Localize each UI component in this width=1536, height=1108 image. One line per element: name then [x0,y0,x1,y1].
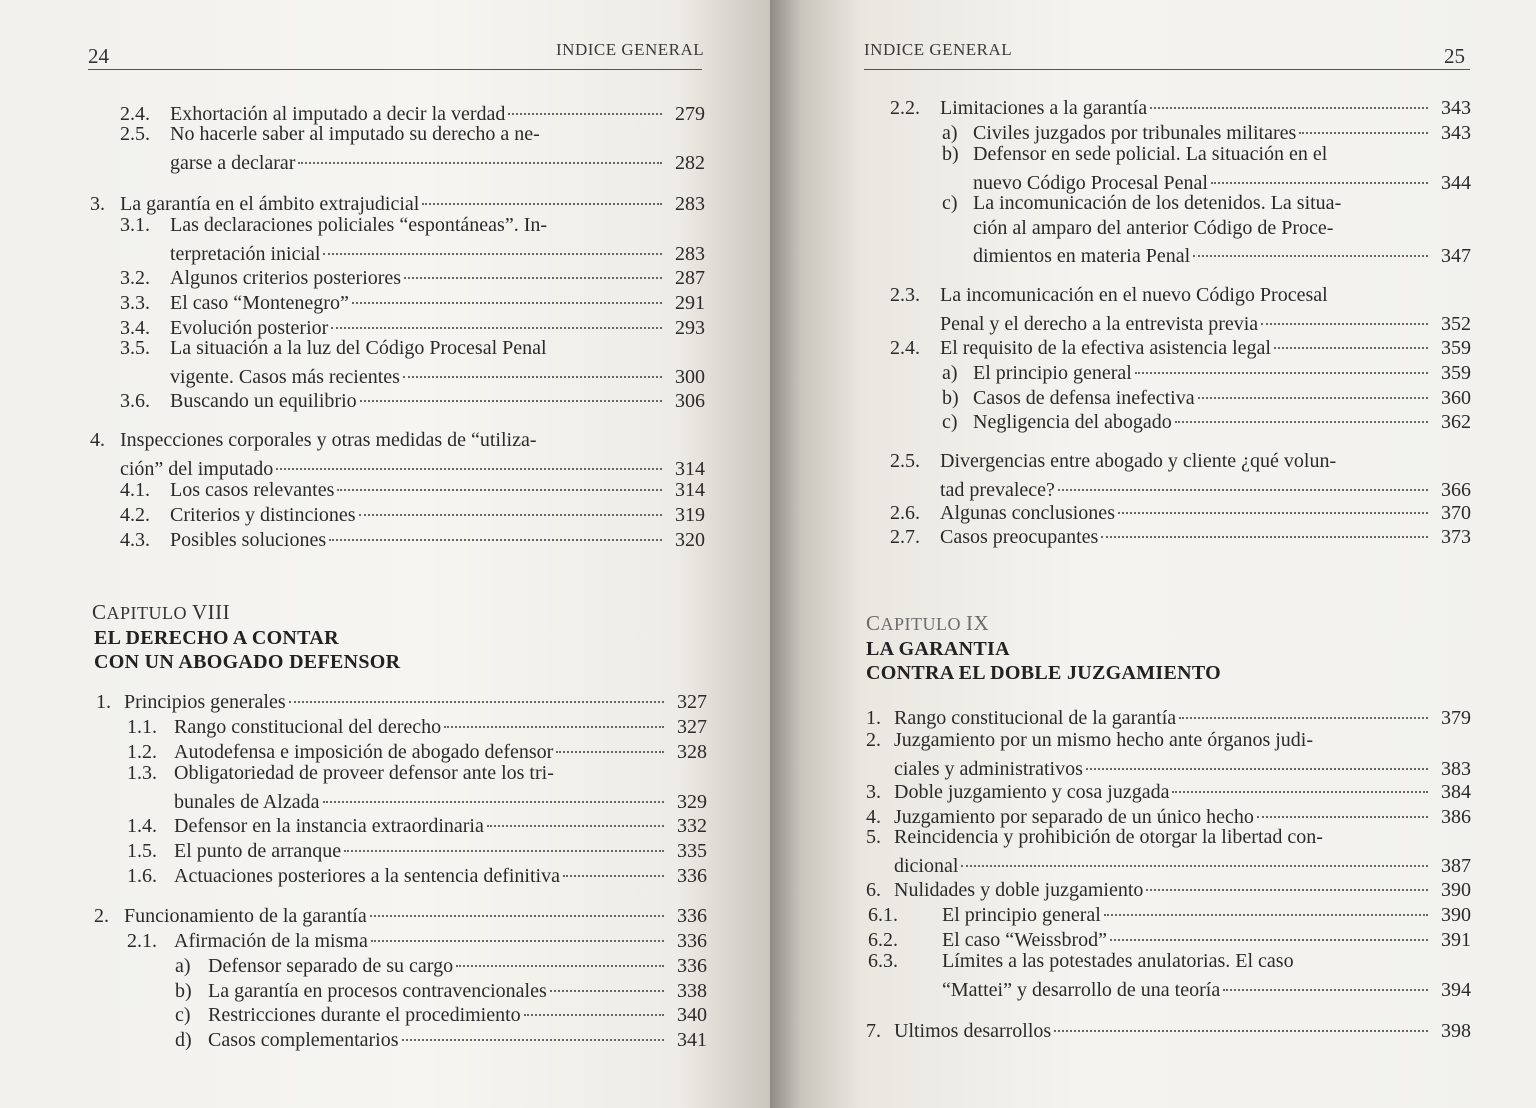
chapter-title: EL DERECHO A CONTAR CON UN ABOGADO DEFENSOR [94,627,401,673]
toc-entry-number: 1. [866,707,881,729]
toc-entry-page: 336 [677,955,707,977]
toc-entry-title: garse a declarar [170,151,296,174]
dot-leader [1054,1010,1428,1032]
toc-entry-title: Actuaciones posteriores a la sentencia definitiva [174,865,560,887]
toc-entry-page: 360 [1441,387,1471,409]
toc-entry-title: “Mattei” y desarrollo de una teoría [942,978,1221,1001]
dot-leader [1179,697,1428,719]
dot-leader [1118,492,1428,514]
toc-entry-page: 287 [675,267,705,289]
toc-entry-page: 340 [677,1004,707,1026]
dot-leader [1146,869,1428,891]
toc-entry-title: Nulidades y doble juzgamiento [894,879,1144,901]
toc-entry-page: 283 [675,242,705,265]
toc-entry-number: 4.2. [120,504,150,526]
toc-entry-title: Civiles juzgados por tribunales militares [973,122,1297,144]
toc-entry-page: 390 [1441,904,1471,926]
toc-entry-page: 344 [1441,171,1471,194]
dot-leader [1110,919,1428,941]
toc-entry-number: 3. [90,193,105,215]
toc-entry-number: 1.3. [127,762,157,784]
toc-entry-page: 391 [1441,929,1471,951]
toc-entry-title: Defensor en sede policial. La situación en el [973,143,1328,165]
toc-entry-title: Casos de defensa inefectiva [973,387,1195,409]
toc-entry [120,122,705,175]
dot-leader [456,945,664,967]
dot-leader [323,233,662,255]
toc-entry-number: 2.6. [890,502,920,524]
toc-entry [942,406,1471,435]
dot-leader [1261,303,1428,325]
dot-leader [1299,112,1428,134]
toc-entry-title: Buscando un equilibrio [170,390,357,412]
toc-entry-title: Exhortación al imputado a decir la verdad [170,103,506,125]
dot-leader [487,805,664,827]
toc-entry-page: 338 [677,980,707,1002]
toc-entry-title: Algunos criterios posteriores [170,267,402,289]
dot-leader [550,970,664,992]
toc-entry-number: c) [942,192,958,214]
toc-entry-number: 4. [866,806,881,828]
dot-leader [1172,771,1428,793]
dot-leader [298,142,662,164]
dot-leader [1135,352,1428,374]
dot-leader [331,307,662,329]
toc-entry-title: terpretación inicial [170,242,321,265]
dot-leader [1101,516,1428,538]
toc-entry-page: 327 [677,691,707,713]
toc-entry-title: Casos preocupantes [940,526,1099,548]
toc-entry-number: 4.1. [120,479,150,501]
toc-entry-page: 291 [675,292,705,314]
chapter-label: CAPITULO IX [866,611,990,635]
toc-entry-number: a) [175,955,191,977]
dot-leader [563,855,664,877]
toc-entry-number: c) [175,1004,191,1026]
toc-entry-title: Casos complementarios [208,1029,399,1051]
toc-entry-title: Juzgamiento por un mismo hecho ante órganos judi- [894,729,1313,751]
dot-leader [1193,235,1428,257]
toc-entry-title: Penal y el derecho a la entrevista previa [940,312,1259,335]
toc-entry-title: Algunas conclusiones [940,502,1115,524]
dot-leader [524,994,664,1016]
toc-entry-number: 1.6. [127,865,157,887]
dot-leader [329,519,662,541]
toc-entry-title: Doble juzgamiento y cosa juzgada [894,781,1170,803]
toc-entry-page: 343 [1441,97,1471,119]
toc-entry-title: Divergencias entre abogado y cliente ¿qué volun- [940,450,1337,472]
toc-entry-title: ción” del imputado [120,457,274,480]
toc-entry-title: Criterios y distinciones [170,504,356,526]
toc-entry-number: 4.3. [120,529,150,551]
dot-leader [403,356,662,378]
toc-entry-number: 2. [866,729,881,751]
toc-entry-page: 282 [675,151,705,174]
dot-leader [1175,401,1428,423]
toc-entry-number: 2.1. [127,930,157,952]
toc-entry-number: 3.2. [120,267,150,289]
toc-entry-number: c) [942,411,958,433]
toc-entry-number: 2.5. [120,123,150,145]
toc-entry-title: bunales de Alzada [174,790,320,813]
toc-entry-number: b) [942,387,959,409]
dot-leader [1086,748,1428,770]
toc-entry-title: Rango constitucional del derecho [174,716,442,738]
toc-entry [866,702,1471,731]
toc-entry-number: 3.6. [120,390,150,412]
dot-leader [1211,162,1428,184]
dot-leader [359,494,662,516]
toc-entry-title: Afirmación de la misma [174,930,368,952]
running-head: INDICE GENERAL [556,40,705,59]
toc-entry-page: 347 [1441,245,1471,268]
toc-entry-title: El punto de arranque [174,840,342,862]
toc-entry-number: 6.2. [868,929,898,951]
toc-entry-number: 4. [90,429,105,451]
toc-entry-page: 293 [675,317,705,339]
dot-leader [337,469,662,491]
dot-leader [323,781,665,803]
toc-entry-title: Posibles soluciones [170,529,327,551]
toc-entry [120,385,705,414]
toc-entry-title: Obligatoriedad de proveer defensor ante los tri- [174,762,554,784]
toc-entry-number: 3. [866,781,881,803]
toc-entry-page: 319 [675,504,705,526]
toc-entry-number: 2.7. [890,526,920,548]
toc-entry-number: 2.4. [890,337,920,359]
toc-entry [942,191,1471,269]
toc-entry-title: No hacerle saber al imputado su derecho a ne- [170,123,540,145]
toc-entry-number: d) [175,1029,192,1051]
toc-entry-number: b) [175,980,192,1002]
toc-entry-page: 328 [677,741,707,763]
toc-entry-page: 335 [677,840,707,862]
toc-entry [942,142,1471,195]
toc-entry-title: nuevo Código Procesal Penal [973,171,1208,194]
toc-entry-page: 359 [1441,362,1471,384]
toc-entry-title: La incomunicación en el nuevo Código Procesal [940,284,1328,306]
toc-entry-number: 6.1. [868,904,898,926]
toc-entry-number: 3.5. [120,337,150,359]
toc-entry-title: Funcionamiento de la garantía [124,905,367,927]
dot-leader [360,380,662,402]
toc-entry-number: 6.3. [868,950,898,972]
header-rule [88,69,702,70]
toc-entry-number: 1. [96,691,111,713]
chapter-label: CAPITULO VIII [92,600,231,624]
dot-leader [1058,469,1428,491]
right-page [770,0,1536,1108]
toc-entry [175,1024,707,1053]
toc-entry-number: b) [942,143,959,165]
toc-entry-page: 314 [675,479,705,501]
header-rule [864,69,1470,70]
toc-entry-title: La garantía en el ámbito extrajudicial [120,193,420,215]
toc-entry-title: El requisito de la efectiva asistencia legal [940,337,1271,359]
toc-entry-page: 306 [675,390,705,412]
toc-entry-page: 283 [675,193,705,215]
toc-entry-page: 384 [1441,781,1471,803]
toc-entry-page: 336 [677,905,707,927]
dot-leader [1223,969,1428,991]
toc-entry-page: 386 [1441,806,1471,828]
toc-entry-number: 1.5. [127,840,157,862]
toc-entry-page: 390 [1441,879,1471,901]
toc-entry-page: 359 [1441,337,1471,359]
toc-entry-title: El caso “Weissbrod” [942,929,1107,951]
toc-entry-title: Rango constitucional de la garantía [894,707,1177,729]
toc-entry-title: El principio general [973,362,1132,384]
toc-entry [890,521,1471,550]
toc-entry-page: 370 [1441,502,1471,524]
toc-entry [866,1015,1471,1044]
toc-entry-title: Evolución posterior [170,317,329,339]
toc-entry-page: 352 [1441,312,1471,335]
dot-leader [371,920,664,942]
toc-entry-page: 379 [1441,707,1471,729]
dot-leader [276,448,662,470]
toc-entry-title: Negligencia del abogado [973,411,1172,433]
dot-leader [961,845,1428,867]
toc-entry-title: dimientos en materia Penal [973,245,1191,268]
dot-leader [370,895,664,917]
toc-entry-title: El caso “Montenegro” [170,292,349,314]
toc-entry-number: 2. [94,905,109,927]
toc-entry [868,949,1471,1002]
toc-entry-number: 3.3. [120,292,150,314]
dot-leader [508,93,662,115]
toc-entry-number: 3.4. [120,317,150,339]
dot-leader [1257,796,1428,818]
toc-entry-title: ción al amparo del anterior Código de Proce- [973,216,1334,239]
toc-entry-page: 329 [677,790,707,813]
toc-entry-page: 327 [677,716,707,738]
chapter-title: LA GARANTIA CONTRA EL DOBLE JUZGAMIENTO [866,638,1222,684]
toc-entry-title: Las declaraciones policiales “espontáneas”. In- [170,214,548,236]
toc-entry-number: a) [942,362,958,384]
page-number: 24 [88,44,109,68]
toc-entry-title: Juzgamiento por separado de un único hecho [894,806,1254,828]
dot-leader [1104,894,1428,916]
toc-entry-page: 394 [1441,978,1471,1001]
toc-entry-number: 1.2. [127,741,157,763]
toc-entry-number: 1.4. [127,815,157,837]
dot-leader [444,706,664,728]
page-number: 25 [1444,44,1465,68]
toc-entry-title: La garantía en procesos contravencionales [208,980,547,1002]
toc-entry-title: Defensor en la instancia extraordinaria [174,815,484,837]
toc-entry-page: 387 [1441,854,1471,877]
toc-entry-title: El principio general [942,904,1101,926]
dot-leader [352,282,662,304]
toc-entry-title: dicional [894,854,959,877]
toc-entry-page: 314 [675,457,705,480]
toc-entry-number: 2.4. [120,103,150,125]
toc-entry-page: 362 [1441,411,1471,433]
toc-entry-title: Defensor separado de su cargo [208,955,454,977]
toc-entry-title: Ultimos desarrollos [894,1020,1052,1042]
toc-entry [120,524,705,553]
toc-entry-title: Autodefensa e imposición de abogado defensor [174,741,554,763]
toc-entry-title: Limitaciones a la garantía [940,97,1148,119]
toc-entry-title: tad prevalece? [940,478,1055,501]
dot-leader [402,1019,664,1041]
dot-leader [1198,377,1428,399]
dot-leader [556,731,664,753]
toc-entry-number: 7. [866,1020,881,1042]
toc-entry-page: 336 [677,865,707,887]
toc-entry-title: Límites a las potestades anulatorias. El caso [942,950,1294,972]
toc-entry-page: 398 [1441,1020,1471,1042]
toc-entry-number: 3.1. [120,214,150,236]
toc-entry-title: Principios generales [124,691,286,713]
toc-entry-number: a) [942,122,958,144]
toc-entry-title: Reincidencia y prohibición de otorgar la libertad con- [894,826,1323,848]
toc-entry-number: 2.2. [890,97,920,119]
dot-leader [1150,87,1428,109]
toc-entry [127,860,707,889]
toc-entry-page: 343 [1441,122,1471,144]
toc-entry-title: Inspecciones corporales y otras medidas de “utiliza- [120,429,537,451]
toc-entry-number: 1.1. [127,716,157,738]
toc-entry-title: La incomunicación de los detenidos. La situa- [973,192,1342,214]
toc-entry-title: Los casos relevantes [170,479,335,501]
toc-entry-page: 300 [675,365,705,388]
dot-leader [344,830,664,852]
dot-leader [289,681,664,703]
toc-entry-page: 373 [1441,526,1471,548]
toc-entry-page: 279 [675,103,705,125]
toc-entry-page: 383 [1441,757,1471,780]
toc-entry-page: 341 [677,1029,707,1051]
toc-entry-page: 332 [677,815,707,837]
toc-entry-number: 5. [866,826,881,848]
toc-entry-title: ciales y administrativos [894,757,1083,780]
toc-entry-title: vigente. Casos más recientes [170,365,400,388]
dot-leader [404,257,662,279]
toc-entry-title: La situación a la luz del Código Procesal Penal [170,337,547,359]
toc-entry-number: 6. [866,879,881,901]
toc-entry-number: 2.3. [890,284,920,306]
toc-entry-title: Restricciones durante el procedimiento [208,1004,521,1026]
dot-leader [422,183,662,205]
toc-entry-page: 366 [1441,478,1471,501]
toc-entry-page: 320 [675,529,705,551]
running-head: INDICE GENERAL [864,40,1013,59]
dot-leader [1274,327,1428,349]
toc-entry-number: 2.5. [890,450,920,472]
toc-entry-page: 336 [677,930,707,952]
